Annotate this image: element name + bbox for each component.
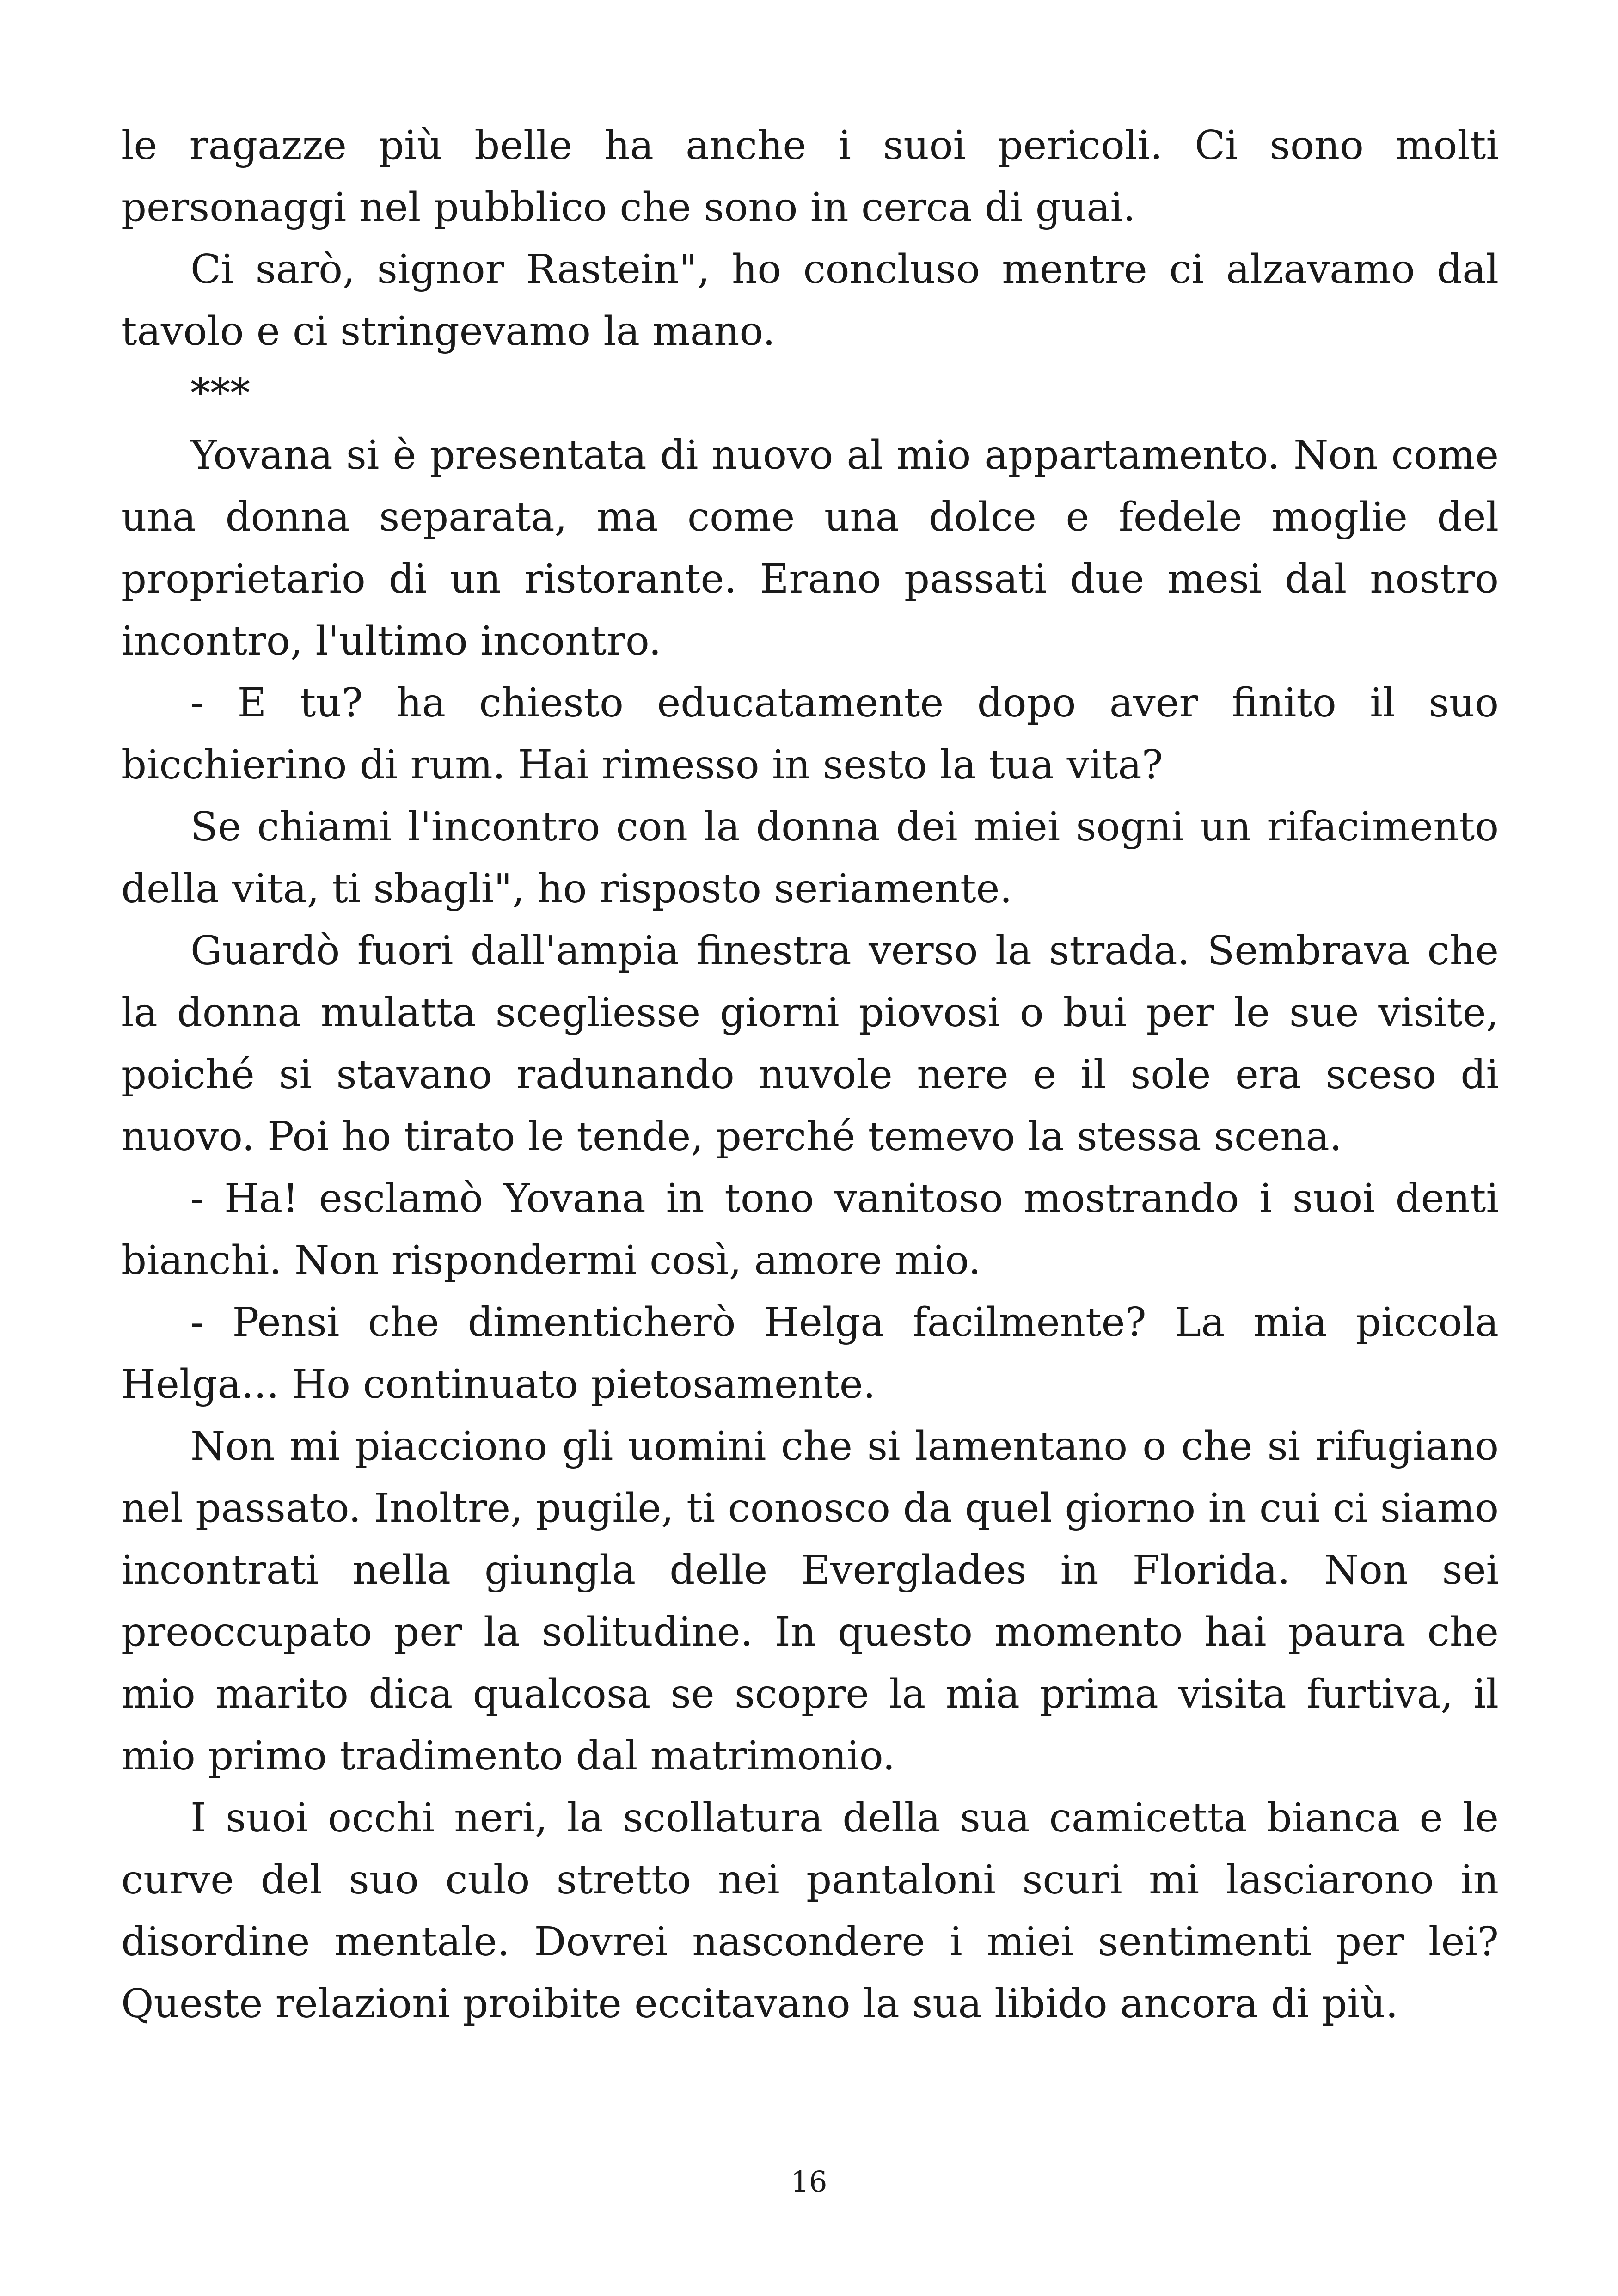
paragraph: Yovana si è presentata di nuovo al mio appartamento. Non come una donna separata, ma come una dolce e fedele moglie del proprietario di un ristorante. Erano passati due mesi dal nostro incontro, l'ultimo incontro. xyxy=(121,432,1499,664)
paragraph: Non mi piacciono gli uomini che si lamentano o che si rifugiano nel passato. Inoltre, pugile, ti conosco da quel giorno in cui ci siamo incontrati nella giungla delle Everglades in Florida. Non sei preoccupato per la solitudine. In questo momento hai paura che mio marito dica qualcosa se scopre la mia prima visita furtiva, il mio primo tradimento dal matrimonio. xyxy=(121,1423,1499,1779)
body-text xyxy=(121,115,1499,2035)
page-number: 16 xyxy=(791,2165,827,2198)
paragraph: - Ha! esclamò Yovana in tono vanitoso mostrando i suoi denti bianchi. Non rispondermi così, amore mio. xyxy=(121,1176,1499,1284)
paragraph: - Pensi che dimenticherò Helga facilmente? La mia piccola Helga... Ho continuato pietosamente. xyxy=(121,1299,1499,1408)
paragraph-continued: le ragazze più belle ha anche i suoi pericoli. Ci sono molti personaggi nel pubblico che sono in cerca di guai. xyxy=(121,122,1499,231)
paragraph: Ci sarò, signor Rastein", ho concluso mentre ci alzavamo dal tavolo e ci stringevamo la mano. xyxy=(121,246,1499,355)
paragraph: I suoi occhi neri, la scollatura della sua camicetta bianca e le curve del suo culo stretto nei pantaloni scuri mi lasciarono in disordine mentale. Dovrei nascondere i miei sentimenti per lei? Queste relazioni proibite eccitavano la sua libido ancora di più. xyxy=(121,1795,1499,2027)
section-separator: *** xyxy=(190,370,250,416)
paragraph: Se chiami l'incontro con la donna dei miei sogni un rifacimento della vita, ti sbagli", ho risposto seriamente. xyxy=(121,804,1499,912)
paragraph: - E tu? ha chiesto educatamente dopo aver finito il suo bicchierino di rum. Hai rimesso in sesto la tua vita? xyxy=(121,680,1499,788)
paragraph: Guardò fuori dall'ampia finestra verso la strada. Sembrava che la donna mulatta scegliesse giorni piovosi o bui per le sue visite, poiché si stavano radunando nuvole nere e il sole era sceso di nuovo. Poi ho tirato le tende, perché temevo la stessa scena. xyxy=(121,928,1499,1160)
